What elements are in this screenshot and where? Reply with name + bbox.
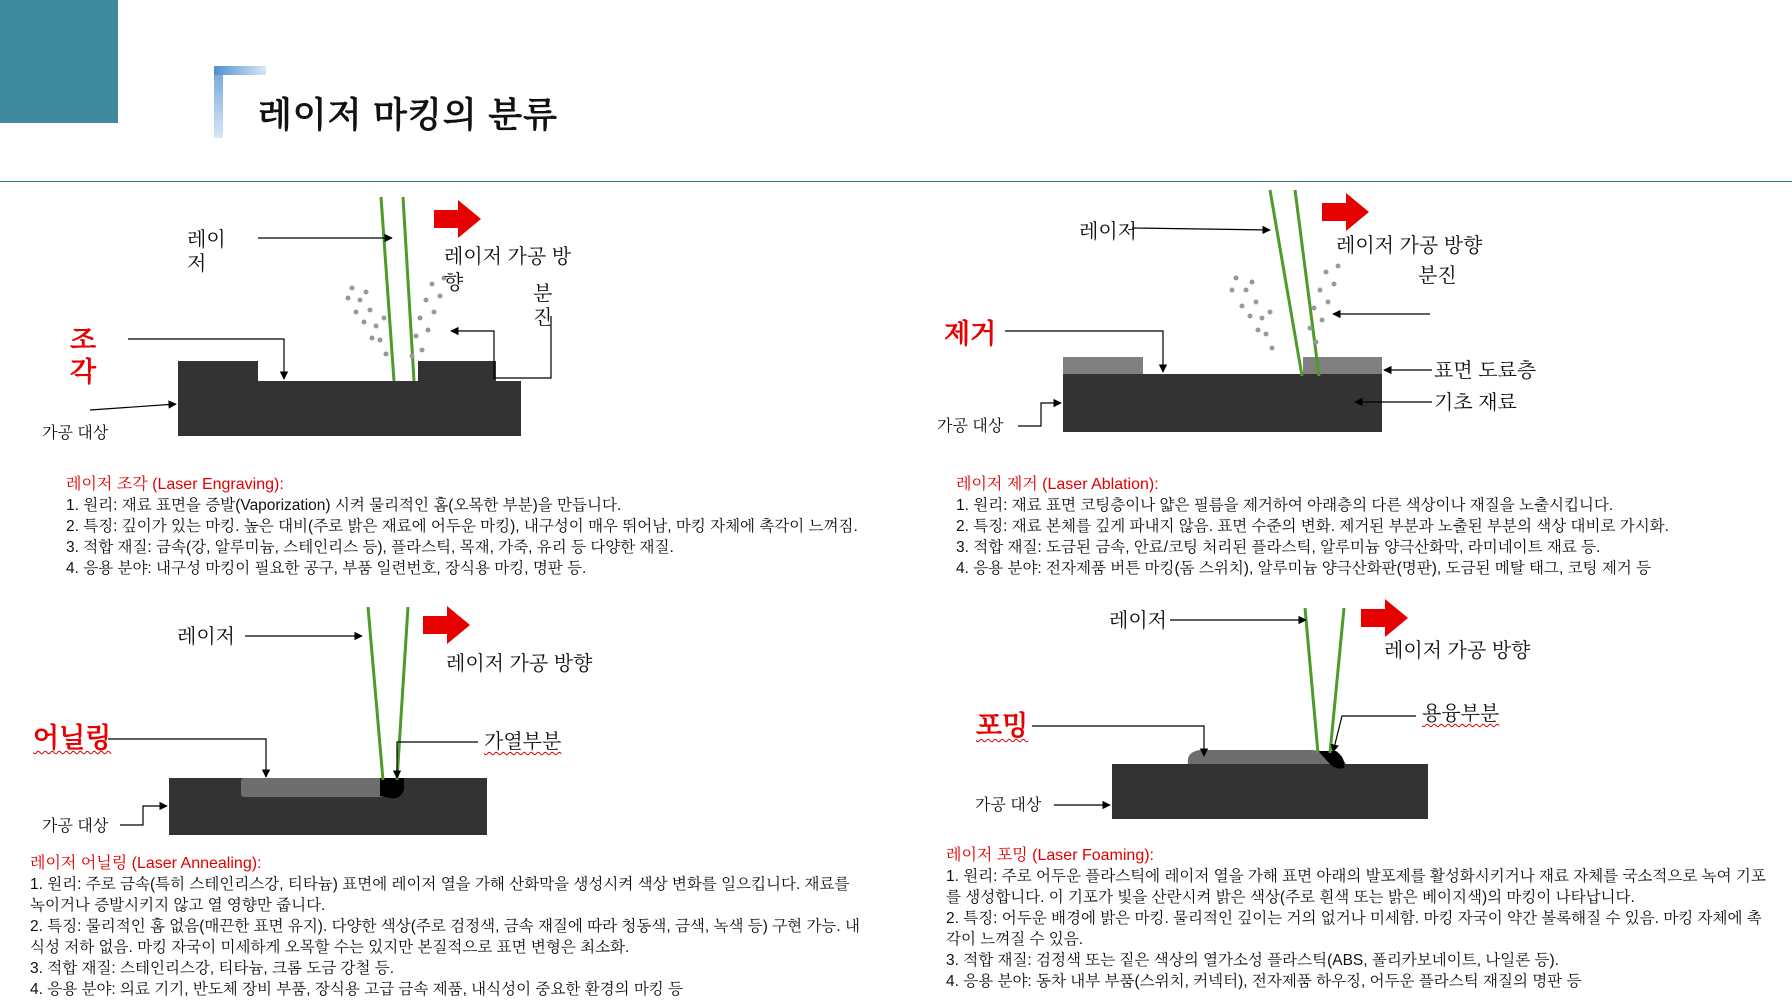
annealing-name-label	[33, 722, 111, 754]
foaming-desc-line: 4. 응용 분야: 동차 내부 부품(스위치, 커넥터), 전자제품 하우징, 어두운 플라스틱 재질의 명판 등	[946, 973, 1582, 990]
engraving-surface-right	[418, 361, 496, 381]
engraving-description	[66, 474, 906, 579]
ablation-desc-line: 1. 원리: 재료 표면 코팅층이나 얇은 필름을 제거하여 아래층의 다른 색상이나 재질을 노출시킵니다.	[956, 497, 1614, 514]
annealing-laser-label: 레이저	[177, 626, 235, 648]
engraving-name-line1: 조	[70, 325, 97, 355]
annealing-target-label: 가공 대상	[42, 818, 109, 835]
ablation-coating-left	[1063, 357, 1143, 374]
ablation-laser-label: 레이저	[1079, 221, 1137, 243]
direction-arrow	[1322, 193, 1369, 231]
foaming-laser-label: 레이저	[1109, 610, 1167, 632]
foaming-target-label: 가공 대상	[975, 797, 1042, 814]
ablation-material-block	[1063, 374, 1382, 432]
foaming-desc-line: 1. 원리: 주로 어두운 플라스틱에 레이저 열을 가해 표면 아래의 발포제를 활성화시키거나 재료 자체를 국소적으로 녹여 기포를 생성합니다. 이 기포가 빛을 산란시켜 밝은 색상(주로 흰색 또는 밝은 베이지색)의 마킹이 나타납니다.	[946, 868, 1766, 906]
laser-beam	[368, 607, 383, 780]
foaming-material-block	[1112, 764, 1428, 819]
annealing-mark-spot	[380, 778, 404, 798]
engraving-spatter-line1: 분	[533, 283, 553, 305]
leader-line	[1018, 403, 1061, 426]
ablation-base-label: 기초 재료	[1434, 392, 1517, 414]
foaming-desc-line: 3. 적합 재질: 검정색 또는 짙은 색상의 열가소성 플라스틱(ABS, 폴리카보네이트, 나일론 등).	[946, 952, 1559, 969]
ablation-coating-label: 표면 도료층	[1434, 360, 1537, 382]
direction-arrow	[423, 606, 470, 644]
foaming-melted-label	[1422, 702, 1499, 726]
annealing-direction-label: 레이저 가공 방향	[446, 653, 593, 675]
engraving-material-block	[178, 381, 521, 436]
engraving-laser-line1: 레이	[187, 229, 226, 251]
foaming-name-text: 포밍	[976, 711, 1029, 741]
spatter-dots	[346, 276, 447, 359]
laser-beam	[1330, 608, 1344, 753]
leader-line	[1333, 716, 1416, 752]
engraving-direction-line2: 향	[444, 272, 464, 294]
annealing-heated-zone	[241, 778, 393, 797]
ablation-desc-line: 4. 응용 분야: 전자제품 버튼 마킹(돔 스위치), 알루미늄 양극산화판(명판), 도금된 메탈 태그, 코팅 제거 등	[956, 560, 1652, 577]
engraving-desc-line: 1. 원리: 재료 표면을 증발(Vaporization) 시켜 물리적인 홈(오목한 부분)을 만듭니다.	[66, 497, 622, 514]
leader-line	[1032, 726, 1204, 756]
ablation-name-label: 제거	[944, 319, 997, 349]
laser-beam	[397, 607, 408, 780]
engraving-spatter-label	[533, 282, 552, 330]
leader-line	[120, 806, 167, 825]
annealing-name-text: 어닐링	[33, 723, 112, 753]
leader-line	[90, 404, 176, 410]
annealing-desc-line: 2. 특징: 물리적인 홈 없음(매끈한 표면 유지). 다양한 색상(주로 검정색, 금속 재질에 따라 청동색, 금색, 녹색 등) 구현 가능. 내식성 저하 없음. 마킹 자국이 미세하게 오목할 수는 있지만 본질적으로 표면 변형은 최소화.	[30, 918, 860, 956]
annealing-desc-heading: 레이저 어닐링 (Laser Annealing):	[30, 855, 262, 872]
direction-arrow	[1361, 599, 1408, 637]
ablation-coating-right	[1303, 357, 1382, 374]
engraving-desc-heading: 레이저 조각 (Laser Engraving):	[66, 476, 284, 493]
engraving-laser-label	[187, 228, 226, 276]
laser-beam	[403, 197, 414, 381]
ablation-direction-label: 레이저 가공 방향	[1336, 235, 1483, 257]
leader-line	[108, 739, 266, 777]
ablation-description	[956, 474, 1776, 579]
annealing-description	[30, 853, 860, 1000]
engraving-direction-line1: 레이저 가공 방	[444, 246, 572, 268]
annealing-desc-line: 1. 원리: 주로 금속(특히 스테인리스강, 티타늄) 표면에 레이저 열을 가해 산화막을 생성시켜 색상 변화를 일으킵니다. 재료를 녹이거나 증발시키지 않고 열 영향만 줍니다.	[30, 876, 850, 914]
annealing-heated-text: 가열부분	[484, 731, 562, 753]
annealing-heated-label	[484, 730, 561, 754]
ablation-desc-line: 2. 특징: 재료 본체를 깊게 파내지 않음. 표면 수준의 변화. 제거된 부분과 노출된 부분의 색상 대비로 가시화.	[956, 518, 1669, 535]
engraving-desc-line: 2. 특징: 깊이가 있는 마킹. 높은 대비(주로 밝은 재료에 어두운 마킹), 내구성이 매우 뛰어남, 마킹 자체에 촉각이 느껴짐.	[66, 518, 858, 535]
engraving-target-label: 가공 대상	[42, 425, 109, 442]
ablation-desc-line: 3. 적합 재질: 도금된 금속, 안료/코팅 처리된 플라스틱, 알루미늄 양극산화막, 라미네이트 재료 등.	[956, 539, 1601, 556]
leader-line	[1132, 228, 1270, 230]
ablation-spatter-label: 분진	[1418, 265, 1457, 287]
leader-line	[397, 742, 478, 778]
foaming-diagram	[1032, 599, 1428, 819]
annealing-desc-line: 3. 적합 재질: 스테인리스강, 티타늄, 크롬 도금 강철 등.	[30, 960, 395, 977]
foaming-name-label	[976, 710, 1028, 742]
page-title: 레이저 마킹의 분류	[258, 96, 558, 135]
engraving-surface-left	[178, 361, 258, 381]
ablation-target-label: 가공 대상	[937, 418, 1004, 435]
ablation-diagram	[1005, 190, 1432, 432]
direction-arrow	[434, 200, 481, 238]
foaming-melted-text: 용융부분	[1422, 703, 1500, 725]
engraving-laser-line2: 저	[187, 253, 207, 275]
engraving-diagram	[90, 197, 551, 436]
foaming-direction-label: 레이저 가공 방향	[1384, 640, 1531, 662]
engraving-name-line2: 각	[70, 357, 97, 387]
engraving-name-label	[70, 324, 96, 388]
engraving-spatter-line2: 진	[533, 307, 553, 329]
engraving-desc-line: 4. 응용 분야: 내구성 마킹이 필요한 공구, 부품 일련번호, 장식용 마킹, 명판 등.	[66, 560, 587, 577]
foaming-description	[946, 845, 1776, 992]
ablation-desc-heading: 레이저 제거 (Laser Ablation):	[956, 476, 1159, 493]
annealing-desc-line: 4. 응용 분야: 의료 기기, 반도체 장비 부품, 장식용 고급 금속 제품, 내식성이 중요한 환경의 마킹 등	[30, 981, 684, 998]
annealing-diagram	[108, 606, 487, 835]
foaming-desc-line: 2. 특징: 어두운 배경에 밝은 마킹. 물리적인 깊이는 거의 없거나 미세함. 마킹 자국이 약간 볼록해질 수 있음. 마킹 자체에 촉각이 느껴질 수 있음.	[946, 910, 1762, 948]
foaming-desc-heading: 레이저 포밍 (Laser Foaming):	[946, 847, 1154, 864]
engraving-desc-line: 3. 적합 재질: 금속(강, 알루미늄, 스테인리스 등), 플라스틱, 목재, 가죽, 유리 등 다양한 재질.	[66, 539, 674, 556]
laser-beam	[1305, 608, 1318, 753]
